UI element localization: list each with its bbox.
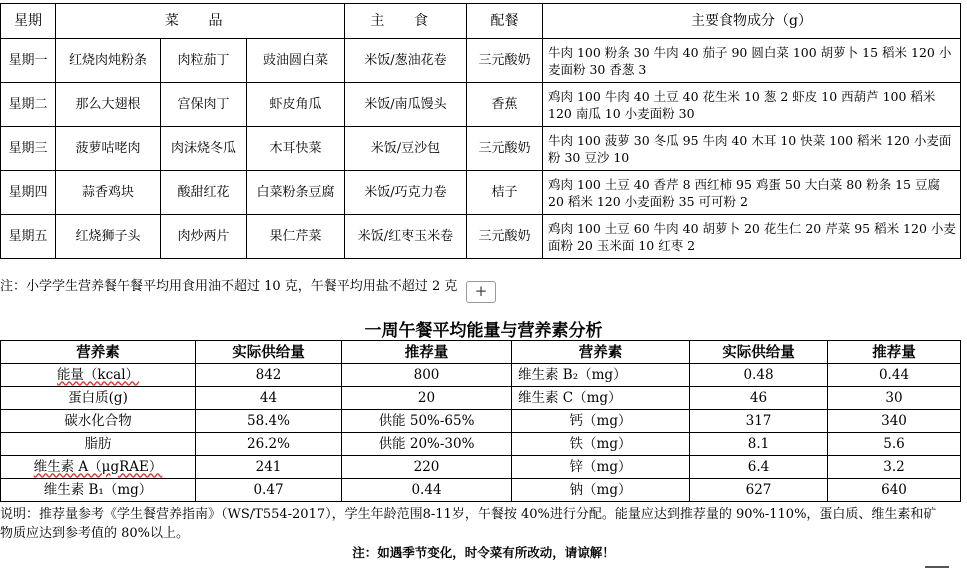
actual-value: 46 [690, 387, 828, 410]
dish-cell: 果仁芹菜 [247, 215, 345, 259]
nutrient-name: 钙（mg） [512, 410, 690, 433]
actual-value: 627 [690, 479, 828, 502]
dish-cell: 肉粒茄丁 [161, 39, 247, 83]
staple-cell: 米饭/葱油花卷 [345, 39, 467, 83]
header-actual: 实际供给量 [690, 341, 828, 364]
dish-cell: 宫保肉丁 [161, 83, 247, 127]
dish-cell: 菠萝咕咾肉 [56, 127, 161, 171]
recommended-value: 供能 50%-65% [342, 410, 512, 433]
side-cell: 香蕉 [467, 83, 543, 127]
nutrient-name: 维生素 B₂（mg） [512, 364, 690, 387]
recommended-value: 220 [342, 456, 512, 479]
actual-value: 842 [196, 364, 342, 387]
nutrient-name: 脂肪 [1, 433, 196, 456]
header-dishes: 菜 品 [56, 4, 345, 39]
actual-value: 317 [690, 410, 828, 433]
recommended-value: 供能 20%-30% [342, 433, 512, 456]
actual-value: 6.4 [690, 456, 828, 479]
nutrient-name: 锌（mg） [512, 456, 690, 479]
dish-cell: 肉沫烧冬瓜 [161, 127, 247, 171]
header-nutrient: 营养素 [512, 341, 690, 364]
header-actual: 实际供给量 [196, 341, 342, 364]
dish-cell: 那么大翅根 [56, 83, 161, 127]
header-recommended: 推荐量 [828, 341, 961, 364]
recommended-value: 5.6 [828, 433, 961, 456]
dish-cell: 酸甜红花 [161, 171, 247, 215]
nutrient-name: 蛋白质(g) [1, 387, 196, 410]
weekly-menu-table [0, 3, 961, 259]
menu-row-wednesday [1, 127, 961, 171]
nutrition-title: 一周午餐平均能量与营养素分析 [364, 321, 603, 341]
nutrient-name: 碳水化合物 [1, 410, 196, 433]
menu-header-row [1, 4, 961, 39]
menu-row-monday [1, 39, 961, 83]
side-cell: 桔子 [467, 171, 543, 215]
nutrition-row [1, 364, 961, 387]
nutrient-name: 钠（mg） [512, 479, 690, 502]
dish-cell: 豉油圆白菜 [247, 39, 345, 83]
recommended-value: 20 [342, 387, 512, 410]
staple-cell: 米饭/红枣玉米卷 [345, 215, 467, 259]
actual-value: 44 [196, 387, 342, 410]
nutrition-header-row [1, 341, 961, 364]
nutrition-table [0, 340, 961, 502]
menu-row-friday [1, 215, 961, 259]
nutrient-name: 维生素 B₁（mg） [1, 479, 196, 502]
dish-cell: 红烧肉炖粉条 [56, 39, 161, 83]
recommended-value: 340 [828, 410, 961, 433]
staple-cell: 米饭/豆沙包 [345, 127, 467, 171]
weekday-cell: 星期三 [1, 127, 56, 171]
side-cell: 三元酸奶 [467, 39, 543, 83]
actual-value: 26.2% [196, 433, 342, 456]
header-side: 配餐 [467, 4, 543, 39]
header-staple: 主 食 [345, 4, 467, 39]
dish-cell: 蒜香鸡块 [56, 171, 161, 215]
weekday-cell: 星期二 [1, 83, 56, 127]
nutrition-row [1, 433, 961, 456]
dish-cell: 红烧狮子头 [56, 215, 161, 259]
actual-value: 8.1 [690, 433, 828, 456]
recommended-value: 3.2 [828, 456, 961, 479]
recommended-value: 0.44 [342, 479, 512, 502]
nutrient-name: 维生素 C（mg） [512, 387, 690, 410]
menu-row-tuesday [1, 83, 961, 127]
staple-cell: 米饭/巧克力卷 [345, 171, 467, 215]
ingredients-cell: 鸡肉 100 土豆 40 香芹 8 西红柿 95 鸡蛋 50 大白菜 80 粉条 15 豆腐 20 稻米 120 小麦面粉 35 可可粉 2 [543, 171, 961, 215]
nutrient-name: 能量（kcal） [1, 364, 196, 387]
seasonal-note: 注：如遇季节变化，时令菜有所改动，请谅解！ [352, 545, 615, 560]
ingredients-cell: 鸡肉 100 牛肉 40 土豆 40 花生米 10 葱 2 虾皮 10 西葫芦 100 稻米 120 南瓜 10 小麦面粉 30 [543, 83, 961, 127]
side-cell: 三元酸奶 [467, 215, 543, 259]
dish-cell: 白菜粉条豆腐 [247, 171, 345, 215]
weekday-cell: 星期一 [1, 39, 56, 83]
dish-cell: 虾皮角瓜 [247, 83, 345, 127]
side-cell: 三元酸奶 [467, 127, 543, 171]
actual-value: 0.48 [690, 364, 828, 387]
header-nutrient: 营养素 [1, 341, 196, 364]
nutrient-name: 铁（mg） [512, 433, 690, 456]
weekday-cell: 星期四 [1, 171, 56, 215]
dish-cell: 木耳快菜 [247, 127, 345, 171]
ingredients-cell: 牛肉 100 菠萝 30 冬瓜 95 牛肉 40 木耳 10 快菜 100 稻米 120 小麦面粉 30 豆沙 10 [543, 127, 961, 171]
nutrition-row [1, 479, 961, 502]
nutrition-row [1, 456, 961, 479]
nutrition-row [1, 410, 961, 433]
explanation-text: 说明：推荐量参考《学生餐营养指南》（WS/T554-2017），学生年龄范围8-11岁，午餐按 40%进行分配。能量应达到推荐量的 90%-110%，蛋白质、维生素和矿物质应达到参考值的 80%以上。 [0, 507, 937, 541]
add-row-button[interactable]: + [466, 281, 496, 303]
ingredients-cell: 牛肉 100 粉条 30 牛肉 40 茄子 90 圆白菜 100 胡萝卜 15 稻米 120 小麦面粉 30 香葱 3 [543, 39, 961, 83]
ingredients-cell: 鸡肉 100 土豆 60 牛肉 40 胡萝卜 20 花生仁 20 芹菜 95 稻米 120 小麦面粉 20 玉米面 10 红枣 2 [543, 215, 961, 259]
recommended-value: 0.44 [828, 364, 961, 387]
dish-cell: 肉炒两片 [161, 215, 247, 259]
nutrient-name: 维生素 A（μgRAE） [1, 456, 196, 479]
header-ingredients: 主要食物成分（g） [543, 4, 961, 39]
recommended-value: 640 [828, 479, 961, 502]
header-weekday: 星期 [1, 4, 56, 39]
staple-cell: 米饭/南瓜馒头 [345, 83, 467, 127]
header-recommended: 推荐量 [342, 341, 512, 364]
actual-value: 241 [196, 456, 342, 479]
oil-salt-note: 注：小学学生营养餐午餐平均用食用油不超过 10 克，午餐平均用盐不超过 2 克 [0, 279, 458, 294]
weekday-cell: 星期五 [1, 215, 56, 259]
recommended-value: 30 [828, 387, 961, 410]
menu-row-thursday [1, 171, 961, 215]
nutrition-row [1, 387, 961, 410]
actual-value: 0.47 [196, 479, 342, 502]
actual-value: 58.4% [196, 410, 342, 433]
recommended-value: 800 [342, 364, 512, 387]
